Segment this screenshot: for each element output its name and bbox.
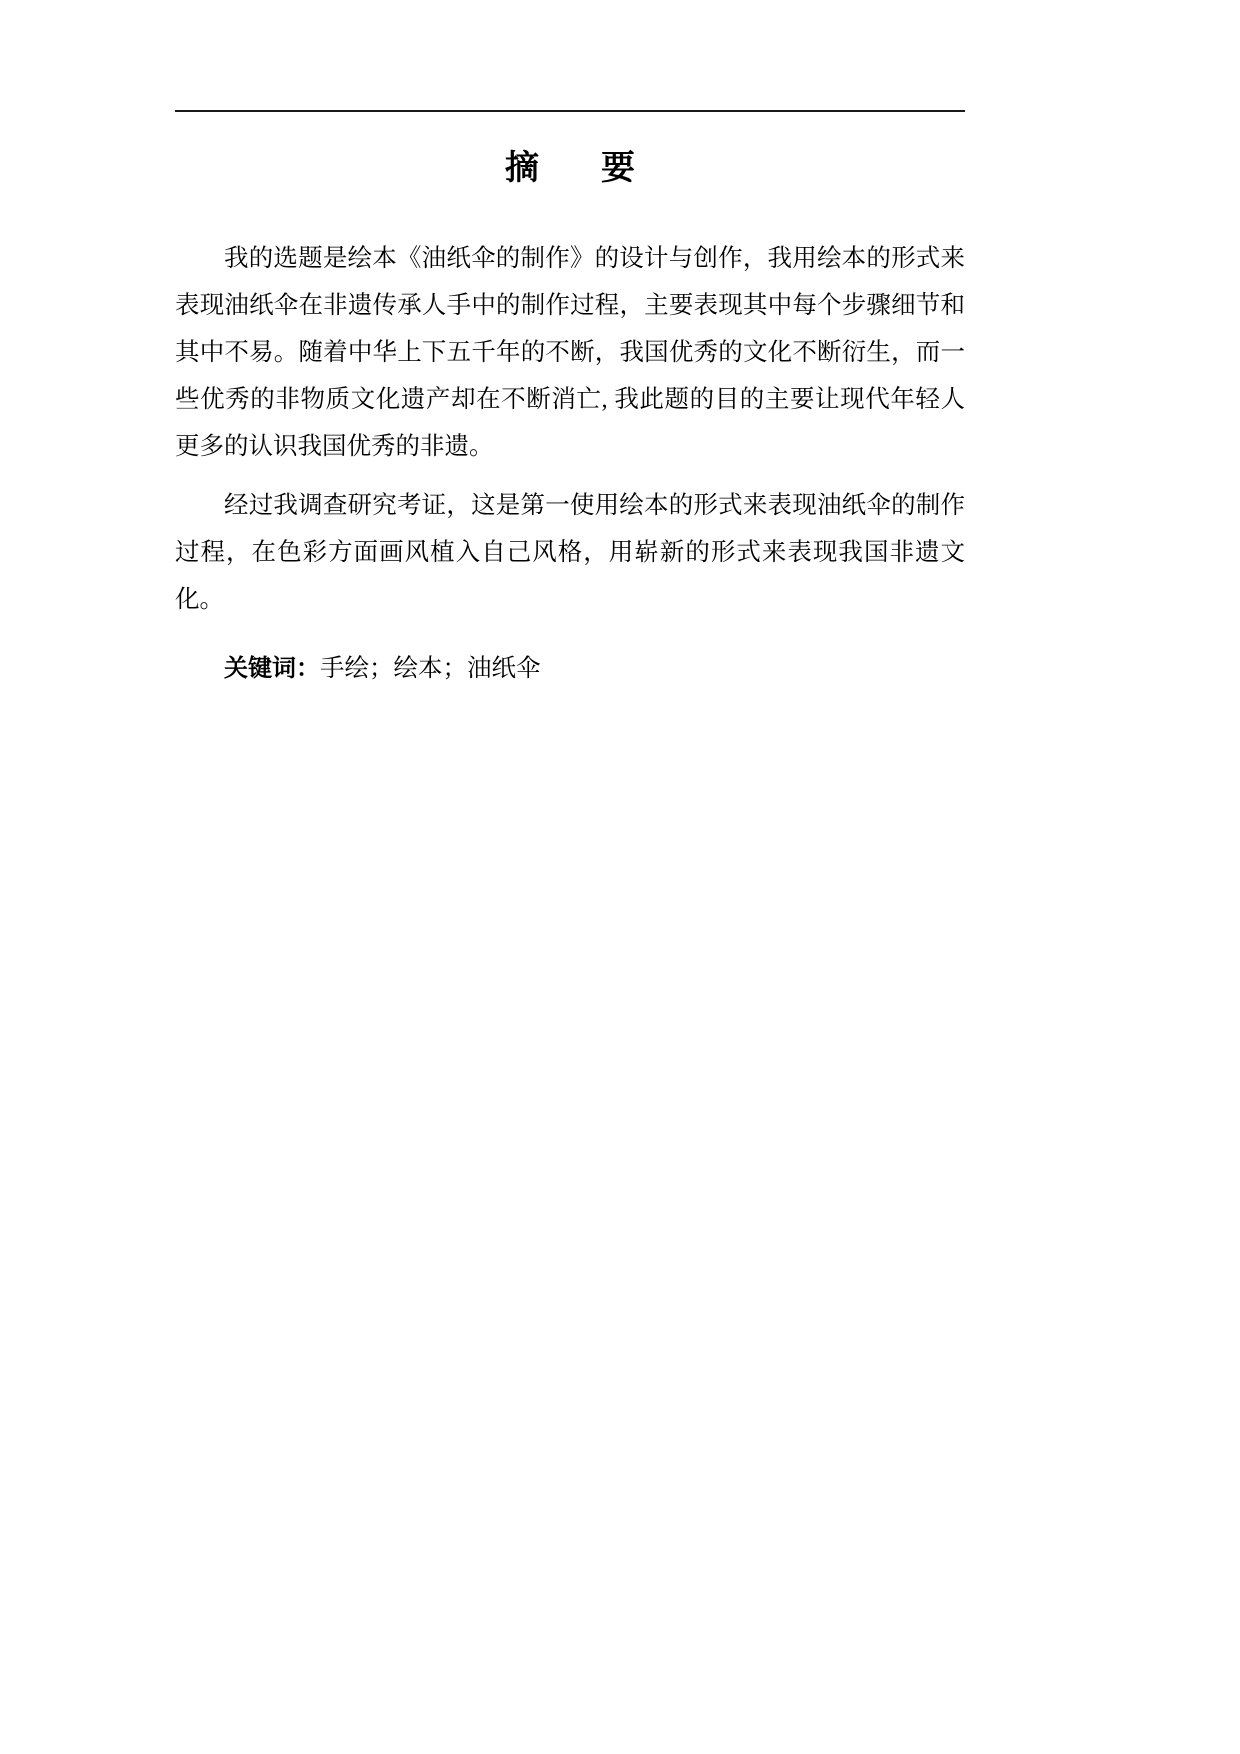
abstract-paragraph-1: 我的选题是绘本《油纸伞的制作》的设计与创作，我用绘本的形式来表现油纸伞在非遗传承人手中的制作过程，主要表现其中每个步骤细节和其中不易。随着中华上下五千年的不断，我国优秀的文化不断衍生，而一些优秀的非物质文化遗产却在不断消亡, 我此题的目的主要让现代年轻人更多的认识我国优秀的非遗。	[175, 245, 965, 460]
page-title: 摘 要	[505, 148, 649, 188]
keywords-line	[175, 645, 965, 692]
abstract-paragraph-2: 经过我调查研究考证，这是第一使用绘本的形式来表现油纸伞的制作过程，在色彩方面画风植入自己风格，用崭新的形式来表现我国非遗文化。	[175, 492, 965, 613]
keywords-label: 关键词：	[224, 654, 320, 682]
keywords-value: 手绘；绘本；油纸伞	[320, 655, 541, 682]
header-divider	[175, 110, 965, 112]
document-content	[175, 140, 965, 692]
